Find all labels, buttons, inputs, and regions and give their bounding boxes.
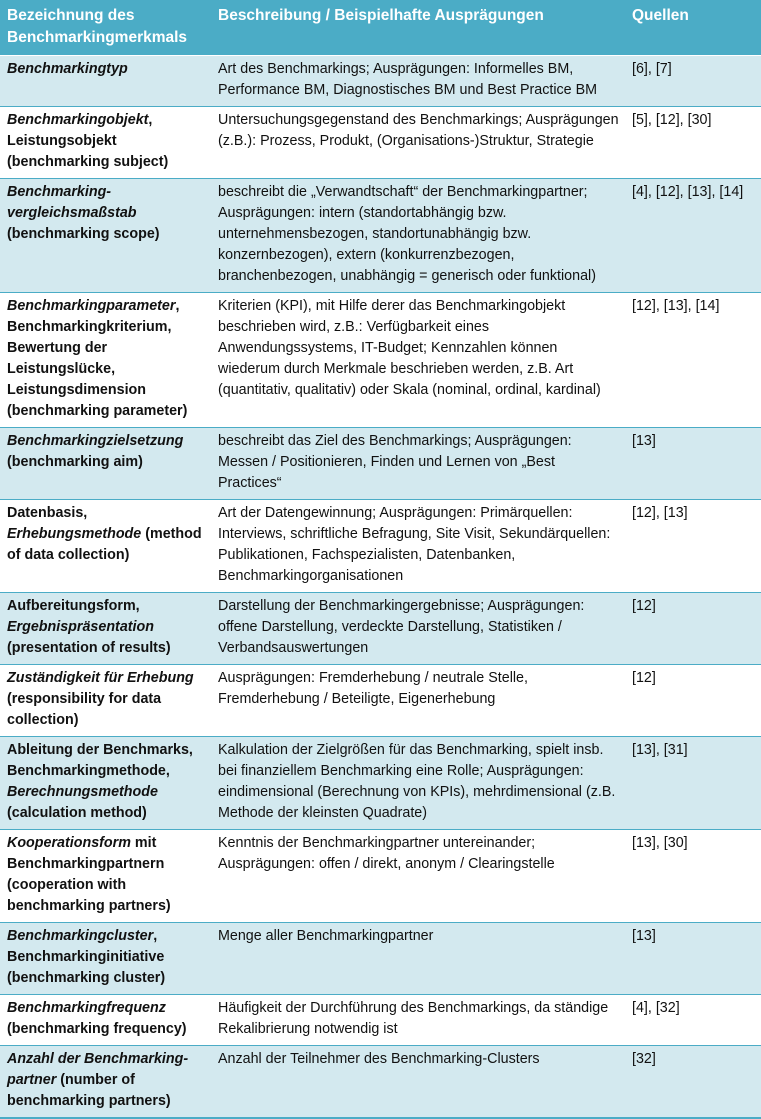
characteristic-name-part: Benchmarkingzielsetzung [7,433,184,449]
table-row [0,56,761,107]
description-cell: beschreibt das Ziel des Benchmarkings; Ausprägungen: Messen / Positionieren, Finden und Lernen von „Best Practices“ [211,428,625,500]
table-row [0,923,761,995]
characteristic-name-part: (responsibility for data collection) [7,691,162,728]
characteristic-name-part: Ergebnispräsentation [7,619,154,635]
sources-cell: [6], [7] [625,56,761,107]
characteristic-name-part: (method of data collection) [7,526,202,563]
sources-cell: [4], [12], [13], [14] [625,179,761,293]
table-row [0,737,761,830]
characteristic-name-part: Berechnungsmethode [7,784,158,800]
characteristic-name-part: Ableitung der Benchmarks, Benchmarkingmethode, [7,742,193,779]
characteristic-name-part: Benchmarkingtyp [7,61,128,77]
characteristic-name-part: Benchmarkingparameter [7,298,176,314]
characteristic-name-cell [0,428,211,500]
table-row [0,593,761,665]
characteristic-name-part: Erhebungsmethode [7,526,142,542]
description-cell: Art des Benchmarkings; Ausprägungen: Informelles BM, Performance BM, Diagnostisches BM und Best Practice BM [211,56,625,107]
characteristic-name-part: mit Benchmarkingpartnern (cooperation with benchmarking partners) [7,835,171,914]
characteristic-name-part: (benchmarking aim) [7,454,143,470]
sources-cell: [12], [13], [14] [625,293,761,428]
characteristic-name-cell [0,995,211,1046]
characteristic-name-cell [0,107,211,179]
header-sources: Quellen [625,0,761,56]
sources-cell: [12], [13] [625,500,761,593]
sources-cell: [13] [625,428,761,500]
description-cell: Kalkulation der Zielgrößen für das Benchmarking, spielt insb. bei finanziellem Benchmarking eine Rolle; Ausprägungen: eindimensional (Berechnung von KPIs), mehrdimensional (z.B. Methode der kleinsten Quadrate) [211,737,625,830]
sources-cell: [32] [625,1046,761,1119]
table-row [0,1046,761,1119]
characteristic-name-part: , Benchmarkinginitiative (benchmarking cluster) [7,928,166,986]
characteristic-name-cell [0,593,211,665]
characteristic-name-part: Anzahl der Benchmarking-partner [7,1051,189,1088]
table-row [0,179,761,293]
characteristic-name-part: (calculation method) [7,805,147,821]
characteristic-name-cell [0,179,211,293]
table-body [0,56,761,1119]
description-cell: Anzahl der Teilnehmer des Benchmarking-Clusters [211,1046,625,1119]
sources-cell: [4], [32] [625,995,761,1046]
description-cell: Kenntnis der Benchmarkingpartner untereinander; Ausprägungen: offen / direkt, anonym / Clearingstelle [211,830,625,923]
characteristic-name-cell [0,500,211,593]
characteristic-name-part: Benchmarking-vergleichsmaßstab [7,184,137,221]
table-row [0,665,761,737]
description-cell: Häufigkeit der Durchführung des Benchmarkings, da ständige Rekalibrierung notwendig ist [211,995,625,1046]
characteristic-name-part: (presentation of results) [7,640,171,656]
description-cell: Untersuchungsgegenstand des Benchmarkings; Ausprägungen (z.B.): Prozess, Produkt, (Organisations-)Struktur, Strategie [211,107,625,179]
table-row [0,995,761,1046]
table-row [0,830,761,923]
characteristic-name-part: (number of benchmarking partners) [7,1072,171,1109]
description-cell: Kriterien (KPI), mit Hilfe derer das Benchmarkingobjekt beschrieben wird, z.B.: Verfügbarkeit eines Anwendungssystems, IT-Budget; Kennzahlen können wiederum durch Merkmale beschrieben werden, z.B. Art (quantitativ, qualitativ) oder Skala (nominal, ordinal, kardinal) [211,293,625,428]
description-cell: Menge aller Benchmarkingpartner [211,923,625,995]
characteristic-name-part: Benchmarkingfrequenz [7,1000,166,1016]
sources-cell: [12] [625,593,761,665]
description-cell: Darstellung der Benchmarkingergebnisse; Ausprägungen: offene Darstellung, verdeckte Darstellung, Statistiken / Verbandsauswertungen [211,593,625,665]
table-row [0,293,761,428]
characteristic-name-part: Benchmarkingobjekt [7,112,149,128]
characteristic-name-part: Benchmarkingcluster [7,928,154,944]
characteristic-name-part: , Benchmarkingkriterium, Bewertung der Leistungslücke, Leistungsdimension (benchmarking parameter) [7,298,188,419]
description-cell: Ausprägungen: Fremderhebung / neutrale Stelle, Fremderhebung / Beteiligte, Eigenerhebung [211,665,625,737]
characteristic-name-cell [0,737,211,830]
characteristic-name-cell [0,923,211,995]
characteristic-name-part: Zuständigkeit für Erhebung [7,670,194,686]
sources-cell: [13], [30] [625,830,761,923]
description-cell: beschreibt die „Verwandtschaft“ der Benchmarkingpartner; Ausprägungen: intern (standortabhängig bzw. unternehmensbezogen, standortunabhängig bzw. konzernbezogen), extern (konkurrenzbezogen, branchenbezogen, unabhängig = generisch oder funktional) [211,179,625,293]
description-cell: Art der Datengewinnung; Ausprägungen: Primärquellen: Interviews, schriftliche Befragung, Site Visit, Sekundärquellen: Publikationen, Fachspezialisten, Datenbanken, Benchmarkingorganisationen [211,500,625,593]
characteristic-name-cell [0,665,211,737]
sources-cell: [5], [12], [30] [625,107,761,179]
header-characteristic: Bezeichnung des Benchmarkingmerkmals [0,0,211,56]
characteristic-name-cell [0,830,211,923]
characteristic-name-part: Aufbereitungsform, [7,598,140,614]
sources-cell: [13], [31] [625,737,761,830]
characteristic-name-part: Datenbasis, [7,505,88,521]
table-row [0,428,761,500]
header-description: Beschreibung / Beispielhafte Ausprägungen [211,0,625,56]
characteristic-name-cell [0,56,211,107]
characteristic-name-part: , Leistungsobjekt (benchmarking subject) [7,112,169,170]
table-row [0,107,761,179]
characteristic-name-cell [0,293,211,428]
sources-cell: [13] [625,923,761,995]
characteristic-name-part: (benchmarking frequency) [7,1021,187,1037]
characteristic-name-part: (benchmarking scope) [7,226,160,242]
sources-cell: [12] [625,665,761,737]
characteristic-name-cell [0,1046,211,1119]
table-row [0,500,761,593]
characteristic-name-part: Kooperationsform [7,835,131,851]
table-header-row [0,0,761,56]
